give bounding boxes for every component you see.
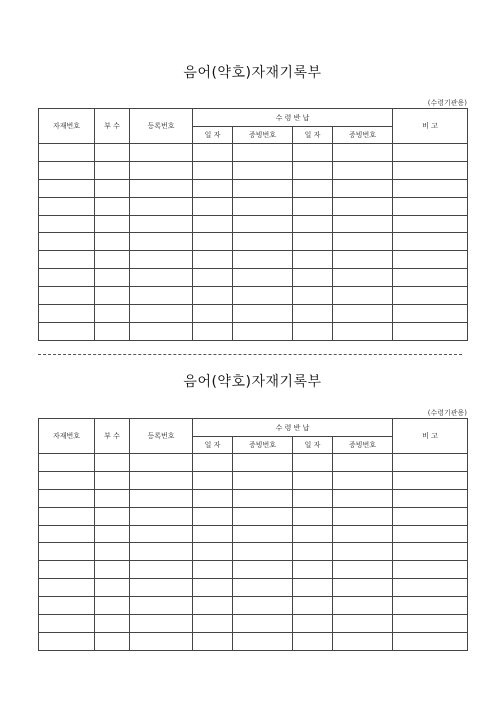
cell-date-1[interactable] [193,197,233,215]
cell-material-no[interactable] [39,615,95,633]
header-registration-no: 등록번호 [130,419,193,454]
cell-remarks[interactable] [393,305,468,323]
cell-copies[interactable] [95,233,130,251]
cell-voucher-no-2[interactable] [333,561,393,579]
cell-material-no[interactable] [39,179,95,197]
cell-registration-no[interactable] [130,269,193,287]
cell-date-1[interactable] [193,454,233,472]
cell-remarks[interactable] [393,543,468,561]
table-row [39,489,468,507]
header-date-1: 일 자 [193,437,233,454]
usage-note: (수령기관용) [427,99,467,107]
cell-remarks[interactable] [393,179,468,197]
cell-date-1[interactable] [193,144,233,162]
cell-copies[interactable] [95,597,130,615]
cell-voucher-no-1[interactable] [233,161,293,179]
cell-date-1[interactable] [193,305,233,323]
cell-voucher-no-1[interactable] [233,579,293,597]
cell-voucher-no-1[interactable] [233,489,293,507]
cell-copies[interactable] [95,525,130,543]
cell-voucher-no-1[interactable] [233,233,293,251]
cell-material-no[interactable] [39,561,95,579]
cell-date-1[interactable] [193,179,233,197]
header-remarks: 비 고 [393,419,468,454]
cell-voucher-no-2[interactable] [333,287,393,305]
header-receipt-return: 수 령 반 납 [193,109,393,127]
cell-copies[interactable] [95,632,130,650]
cell-voucher-no-1[interactable] [233,471,293,489]
cell-voucher-no-2[interactable] [333,615,393,633]
cell-registration-no[interactable] [130,507,193,525]
table-row [39,615,468,633]
cell-voucher-no-2[interactable] [333,525,393,543]
cell-material-no[interactable] [39,233,95,251]
cell-date-1[interactable] [193,251,233,269]
cell-copies[interactable] [95,215,130,233]
cell-date-2[interactable] [293,543,333,561]
cell-remarks[interactable] [393,161,468,179]
cell-date-2[interactable] [293,215,333,233]
cell-date-1[interactable] [193,215,233,233]
cell-copies[interactable] [95,615,130,633]
cell-remarks[interactable] [393,471,468,489]
header-copies: 부 수 [95,419,130,454]
cell-voucher-no-2[interactable] [333,632,393,650]
cell-material-no[interactable] [39,507,95,525]
cell-date-1[interactable] [193,543,233,561]
cell-voucher-no-2[interactable] [333,471,393,489]
cell-date-1[interactable] [193,233,233,251]
cell-voucher-no-2[interactable] [333,269,393,287]
cell-material-no[interactable] [39,144,95,162]
cell-material-no[interactable] [39,471,95,489]
cell-copies[interactable] [95,269,130,287]
cell-date-2[interactable] [293,615,333,633]
cell-voucher-no-2[interactable] [333,454,393,472]
cell-remarks[interactable] [393,561,468,579]
cell-remarks[interactable] [393,197,468,215]
cell-material-no[interactable] [39,197,95,215]
cell-date-2[interactable] [293,179,333,197]
cell-copies[interactable] [95,161,130,179]
table-row [39,471,468,489]
cell-copies[interactable] [95,507,130,525]
cell-registration-no[interactable] [130,525,193,543]
cell-registration-no[interactable] [130,543,193,561]
cell-voucher-no-2[interactable] [333,322,393,340]
cell-copies[interactable] [95,454,130,472]
cell-registration-no[interactable] [130,489,193,507]
cell-remarks[interactable] [393,632,468,650]
cell-date-1[interactable] [193,615,233,633]
ledger-table [38,418,468,651]
header-date-2: 일 자 [293,127,333,144]
cell-voucher-no-1[interactable] [233,305,293,323]
cell-date-1[interactable] [193,561,233,579]
cell-copies[interactable] [95,322,130,340]
cell-date-2[interactable] [293,471,333,489]
form-title: 음어(약호)자재기록부 [183,65,322,81]
cell-voucher-no-2[interactable] [333,215,393,233]
cell-registration-no[interactable] [130,471,193,489]
cell-voucher-no-1[interactable] [233,322,293,340]
cell-material-no[interactable] [39,305,95,323]
cell-remarks[interactable] [393,215,468,233]
cell-date-1[interactable] [193,269,233,287]
cell-material-no[interactable] [39,579,95,597]
cell-date-1[interactable] [193,579,233,597]
cell-remarks[interactable] [393,489,468,507]
cell-date-1[interactable] [193,322,233,340]
cell-remarks[interactable] [393,287,468,305]
cell-copies[interactable] [95,471,130,489]
cell-registration-no[interactable] [130,233,193,251]
table-row [39,197,468,215]
cell-registration-no[interactable] [130,287,193,305]
cell-voucher-no-2[interactable] [333,305,393,323]
form-title: 음어(약호)자재기록부 [183,374,322,390]
header-remarks: 비 고 [393,109,468,144]
ledger-table [38,108,468,341]
cell-voucher-no-1[interactable] [233,215,293,233]
cell-copies[interactable] [95,144,130,162]
cell-date-1[interactable] [193,471,233,489]
cell-registration-no[interactable] [130,454,193,472]
cell-material-no[interactable] [39,251,95,269]
cell-date-2[interactable] [293,233,333,251]
cell-material-no[interactable] [39,215,95,233]
cell-date-2[interactable] [293,251,333,269]
header-material-no: 자재번호 [39,419,95,454]
cell-date-2[interactable] [293,454,333,472]
cell-copies[interactable] [95,287,130,305]
cell-date-1[interactable] [193,525,233,543]
cell-voucher-no-1[interactable] [233,525,293,543]
cell-copies[interactable] [95,543,130,561]
cell-material-no[interactable] [39,543,95,561]
cell-registration-no[interactable] [130,251,193,269]
cell-voucher-no-1[interactable] [233,615,293,633]
cell-date-1[interactable] [193,597,233,615]
usage-note: (수령기관용) [427,409,467,417]
cell-registration-no[interactable] [130,215,193,233]
cell-date-2[interactable] [293,161,333,179]
cell-material-no[interactable] [39,322,95,340]
cell-registration-no[interactable] [130,179,193,197]
cell-date-2[interactable] [293,507,333,525]
cell-voucher-no-1[interactable] [233,251,293,269]
cell-registration-no[interactable] [130,632,193,650]
cell-voucher-no-1[interactable] [233,144,293,162]
table-row [39,454,468,472]
table-row [39,179,468,197]
cell-material-no[interactable] [39,489,95,507]
cell-date-2[interactable] [293,197,333,215]
header-voucher-no-1: 증빙번호 [233,437,293,454]
cell-registration-no[interactable] [130,305,193,323]
cell-voucher-no-1[interactable] [233,597,293,615]
header-date-1: 일 자 [193,127,233,144]
table-row [39,287,468,305]
cell-material-no[interactable] [39,161,95,179]
table-row [39,233,468,251]
cell-copies[interactable] [95,179,130,197]
cell-material-no[interactable] [39,632,95,650]
table-row [39,632,468,650]
table-row [39,251,468,269]
table-row [39,161,468,179]
cell-remarks[interactable] [393,579,468,597]
cell-remarks[interactable] [393,233,468,251]
cell-date-2[interactable] [293,269,333,287]
header-copies: 부 수 [95,109,130,144]
cell-remarks[interactable] [393,525,468,543]
cell-voucher-no-2[interactable] [333,489,393,507]
cell-date-2[interactable] [293,579,333,597]
cell-voucher-no-2[interactable] [333,161,393,179]
cut-line [38,354,462,355]
cell-registration-no[interactable] [130,579,193,597]
cell-date-2[interactable] [293,525,333,543]
cell-date-1[interactable] [193,507,233,525]
cell-remarks[interactable] [393,322,468,340]
cell-registration-no[interactable] [130,161,193,179]
cell-material-no[interactable] [39,269,95,287]
cell-voucher-no-2[interactable] [333,197,393,215]
table-row [39,215,468,233]
cell-material-no[interactable] [39,597,95,615]
cell-copies[interactable] [95,561,130,579]
cell-date-1[interactable] [193,161,233,179]
table-row [39,507,468,525]
cell-voucher-no-2[interactable] [333,233,393,251]
cell-date-2[interactable] [293,597,333,615]
cell-voucher-no-1[interactable] [233,269,293,287]
cell-material-no[interactable] [39,525,95,543]
cell-registration-no[interactable] [130,615,193,633]
cell-voucher-no-2[interactable] [333,507,393,525]
cell-date-2[interactable] [293,489,333,507]
cell-voucher-no-2[interactable] [333,597,393,615]
cell-voucher-no-1[interactable] [233,179,293,197]
cell-voucher-no-2[interactable] [333,144,393,162]
table-row [39,561,468,579]
cell-remarks[interactable] [393,144,468,162]
header-voucher-no-2: 증빙번호 [333,437,393,454]
table-row [39,579,468,597]
cell-registration-no[interactable] [130,144,193,162]
cell-copies[interactable] [95,489,130,507]
cell-date-2[interactable] [293,305,333,323]
header-voucher-no-2: 증빙번호 [333,127,393,144]
cell-date-2[interactable] [293,561,333,579]
cell-voucher-no-1[interactable] [233,287,293,305]
table-row [39,305,468,323]
cell-registration-no[interactable] [130,561,193,579]
table-row [39,269,468,287]
table-row [39,543,468,561]
cell-remarks[interactable] [393,507,468,525]
cell-registration-no[interactable] [130,197,193,215]
table-row [39,144,468,162]
table-row [39,322,468,340]
cell-voucher-no-1[interactable] [233,543,293,561]
header-receipt-return: 수 령 반 납 [193,419,393,437]
cell-voucher-no-1[interactable] [233,507,293,525]
cell-registration-no[interactable] [130,597,193,615]
cell-remarks[interactable] [393,454,468,472]
table-row [39,597,468,615]
cell-voucher-no-2[interactable] [333,579,393,597]
header-registration-no: 등록번호 [130,109,193,144]
cell-remarks[interactable] [393,251,468,269]
cell-registration-no[interactable] [130,322,193,340]
header-date-2: 일 자 [293,437,333,454]
cell-date-2[interactable] [293,322,333,340]
header-voucher-no-1: 증빙번호 [233,127,293,144]
cell-remarks[interactable] [393,615,468,633]
cell-date-1[interactable] [193,632,233,650]
cell-date-2[interactable] [293,632,333,650]
cell-date-2[interactable] [293,287,333,305]
cell-remarks[interactable] [393,269,468,287]
cell-copies[interactable] [95,197,130,215]
cell-date-2[interactable] [293,144,333,162]
cell-material-no[interactable] [39,287,95,305]
cell-copies[interactable] [95,251,130,269]
cell-remarks[interactable] [393,597,468,615]
cell-voucher-no-2[interactable] [333,179,393,197]
cell-date-1[interactable] [193,489,233,507]
cell-date-1[interactable] [193,287,233,305]
header-material-no: 자재번호 [39,109,95,144]
cell-voucher-no-1[interactable] [233,454,293,472]
cell-copies[interactable] [95,579,130,597]
cell-voucher-no-2[interactable] [333,251,393,269]
table-row [39,525,468,543]
cell-voucher-no-1[interactable] [233,561,293,579]
cell-material-no[interactable] [39,454,95,472]
cell-copies[interactable] [95,305,130,323]
cell-voucher-no-1[interactable] [233,632,293,650]
cell-voucher-no-1[interactable] [233,197,293,215]
cell-voucher-no-2[interactable] [333,543,393,561]
